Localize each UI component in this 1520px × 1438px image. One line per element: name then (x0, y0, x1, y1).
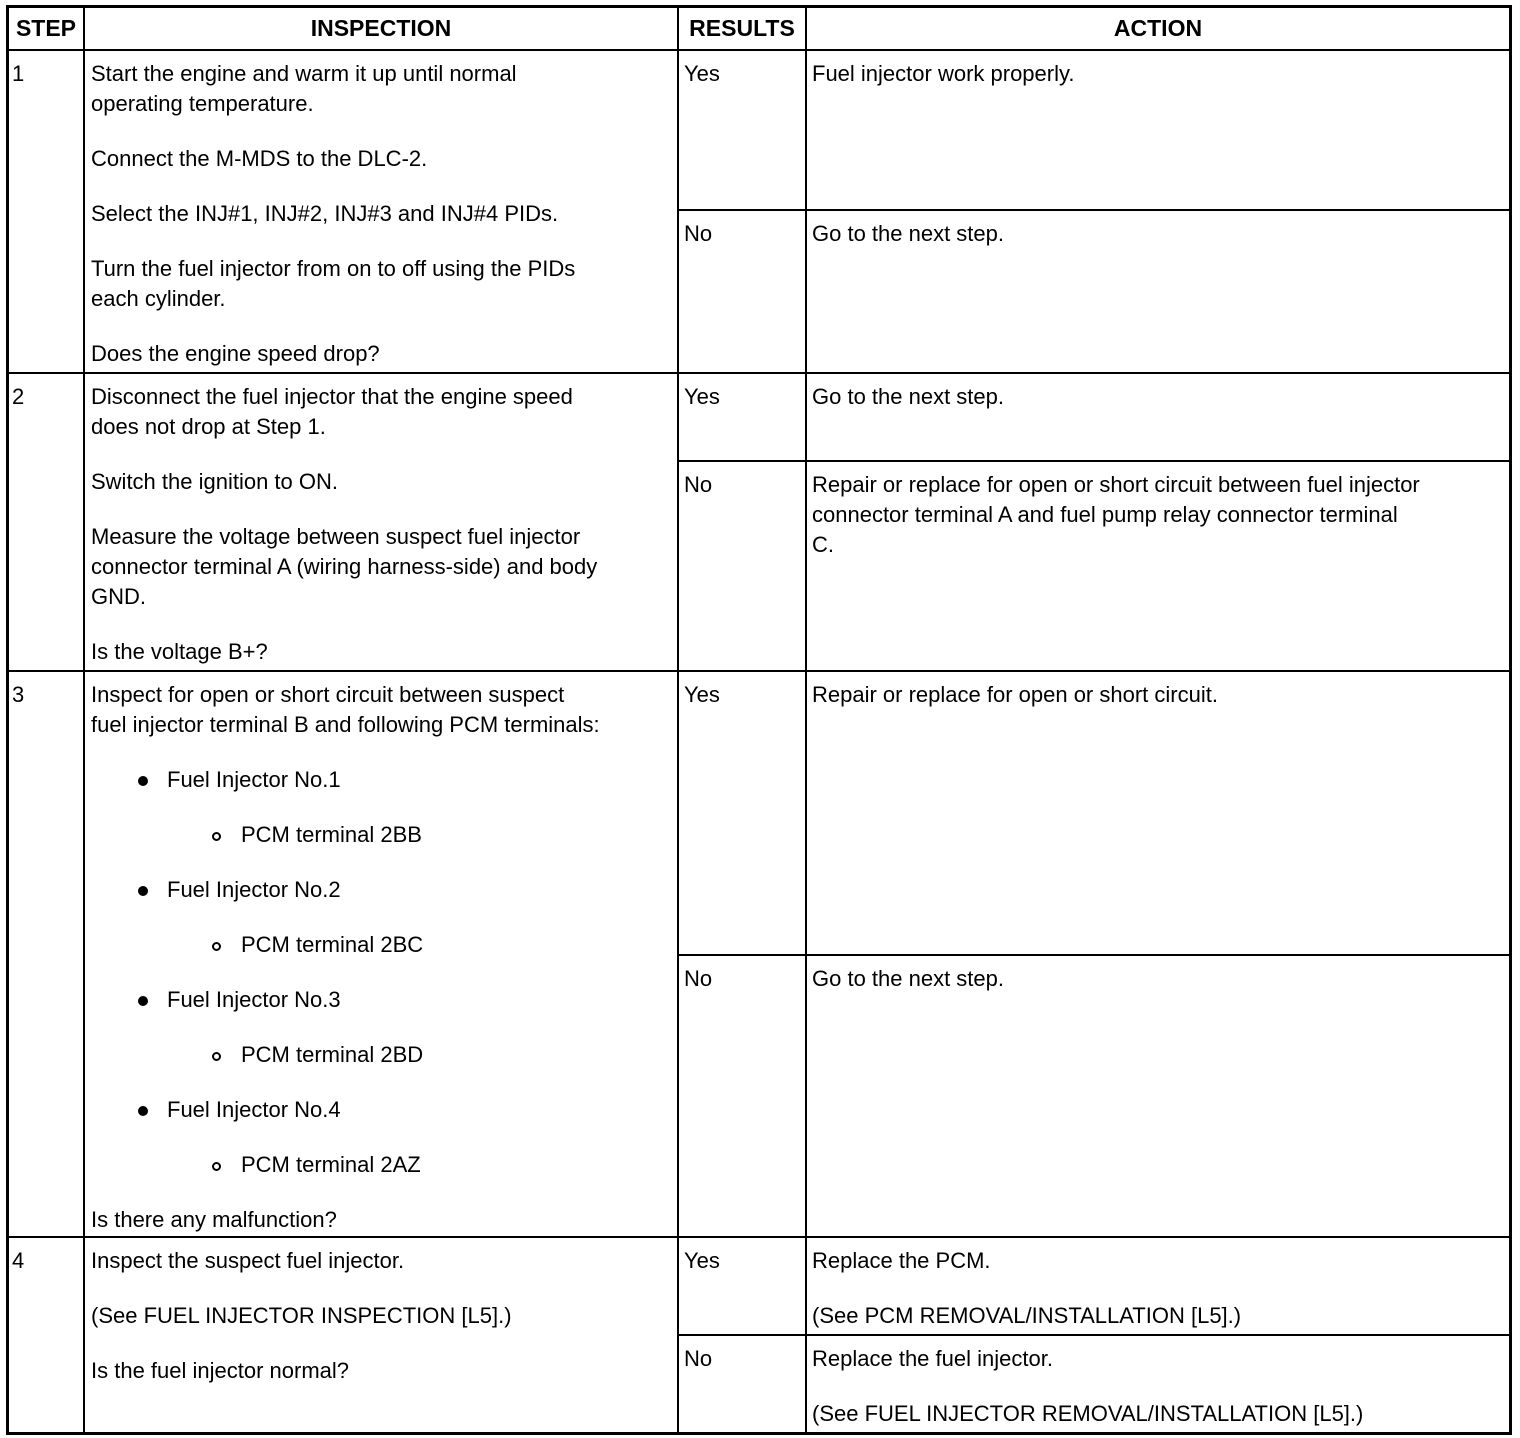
row-4-step-cell (9, 1238, 85, 1432)
row-1-inspection (85, 51, 679, 374)
row-3-inspection-question: Is there any malfunction? (91, 1207, 337, 1232)
row-2-inspection-line-2: Switch the ignition to ON. (91, 469, 339, 494)
row-3-action-no-text: Go to the next step. (812, 966, 1005, 991)
row-1-result-yes (679, 51, 807, 211)
row-1-inspection-line-4: Turn the fuel injector from on to off using the PIDs each cylinder. (91, 256, 576, 311)
row-2-result-no (679, 462, 807, 672)
injector-3-terminal: PCM terminal 2BD (241, 1042, 424, 1067)
row-2-step-cell (9, 374, 85, 672)
row-2-inspection-line-4: Is the voltage B+? (91, 639, 268, 664)
row-3-result-yes (679, 672, 807, 956)
row-1-result-no (679, 211, 807, 374)
row-4-result-yes-label: Yes (684, 1248, 720, 1273)
bullet-icon (138, 1106, 148, 1116)
row-1-result-yes-label: Yes (684, 61, 720, 86)
row-2-inspection-line-3: Measure the voltage between suspect fuel injector connector terminal A (wiring harness-side) and body GND. (91, 524, 598, 609)
bullet-icon (138, 776, 148, 786)
row-4-result-no-label: No (684, 1346, 713, 1371)
row-1-action-yes-text: Fuel injector work properly. (812, 61, 1075, 86)
circle-bullet-icon (212, 832, 221, 841)
bullet-icon (138, 996, 148, 1006)
injector-4-name: Fuel Injector No.4 (167, 1097, 341, 1122)
diagnostic-table (6, 5, 1512, 1435)
row-2-action-yes-text: Go to the next step. (812, 384, 1005, 409)
row-3-step: 3 (12, 682, 25, 707)
row-1-inspection-line-5: Does the engine speed drop? (91, 341, 380, 366)
row-2-result-yes-label: Yes (684, 384, 720, 409)
injector-4-terminal: PCM terminal 2AZ (241, 1152, 421, 1177)
row-3-inspection (85, 672, 679, 1238)
row-1-inspection-line-2: Connect the M-MDS to the DLC-2. (91, 146, 428, 171)
row-4-action-yes (807, 1238, 1509, 1336)
row-1-action-no-text: Go to the next step. (812, 221, 1005, 246)
row-2-step: 2 (12, 384, 25, 409)
header-results: RESULTS (679, 8, 807, 51)
row-1-action-no (807, 211, 1509, 374)
row-3-result-no-label: No (684, 966, 713, 991)
row-4-inspection-line-1: Inspect the suspect fuel injector. (91, 1248, 405, 1273)
injector-3-name: Fuel Injector No.3 (167, 987, 341, 1012)
row-4-result-no (679, 1336, 807, 1432)
row-4-action-yes-text: Replace the PCM. (812, 1248, 991, 1273)
row-3-result-no (679, 956, 807, 1238)
row-1-inspection-line-1: Start the engine and warm it up until normal operating temperature. (91, 61, 517, 116)
row-4-action-no-ref: (See FUEL INJECTOR REMOVAL/INSTALLATION [L5].) (812, 1401, 1364, 1426)
row-4-inspection (85, 1238, 679, 1432)
row-3-action-yes-text: Repair or replace for open or short circuit. (812, 682, 1218, 707)
injector-1-name: Fuel Injector No.1 (167, 767, 341, 792)
circle-bullet-icon (212, 942, 221, 951)
header-step: STEP (9, 8, 85, 51)
circle-bullet-icon (212, 1052, 221, 1061)
row-4-action-no-text: Replace the fuel injector. (812, 1346, 1053, 1371)
row-2-inspection (85, 374, 679, 672)
row-3-step-cell (9, 672, 85, 1238)
row-3-result-yes-label: Yes (684, 682, 720, 707)
row-2-action-no (807, 462, 1509, 672)
row-2-result-yes (679, 374, 807, 462)
circle-bullet-icon (212, 1162, 221, 1171)
bullet-icon (138, 886, 148, 896)
row-3-action-yes (807, 672, 1509, 956)
row-1-step-cell (9, 51, 85, 374)
row-1-inspection-line-3: Select the INJ#1, INJ#2, INJ#3 and INJ#4 PIDs. (91, 201, 559, 226)
injector-2-terminal: PCM terminal 2BC (241, 932, 424, 957)
row-4-inspection-line-2: (See FUEL INJECTOR INSPECTION [L5].) (91, 1303, 512, 1328)
row-4-action-no (807, 1336, 1509, 1432)
row-2-action-yes (807, 374, 1509, 462)
row-2-action-no-text: Repair or replace for open or short circuit between fuel injector connector terminal A and fuel pump relay connector terminal C. (812, 472, 1420, 557)
row-1-action-yes (807, 51, 1509, 211)
row-4-inspection-line-3: Is the fuel injector normal? (91, 1358, 350, 1383)
row-1-step: 1 (12, 61, 25, 86)
injector-2-name: Fuel Injector No.2 (167, 877, 341, 902)
row-4-action-yes-ref: (See PCM REMOVAL/INSTALLATION [L5].) (812, 1303, 1242, 1328)
row-2-inspection-line-1: Disconnect the fuel injector that the engine speed does not drop at Step 1. (91, 384, 573, 439)
header-action: ACTION (807, 8, 1509, 51)
header-inspection: INSPECTION (85, 8, 679, 51)
row-1-result-no-label: No (684, 221, 713, 246)
row-2-result-no-label: No (684, 472, 713, 497)
row-3-action-no (807, 956, 1509, 1238)
row-4-result-yes (679, 1238, 807, 1336)
row-4-step: 4 (12, 1248, 25, 1273)
injector-1-terminal: PCM terminal 2BB (241, 822, 422, 847)
row-3-inspection-intro: Inspect for open or short circuit between suspect fuel injector terminal B and following PCM terminals: (91, 682, 600, 737)
